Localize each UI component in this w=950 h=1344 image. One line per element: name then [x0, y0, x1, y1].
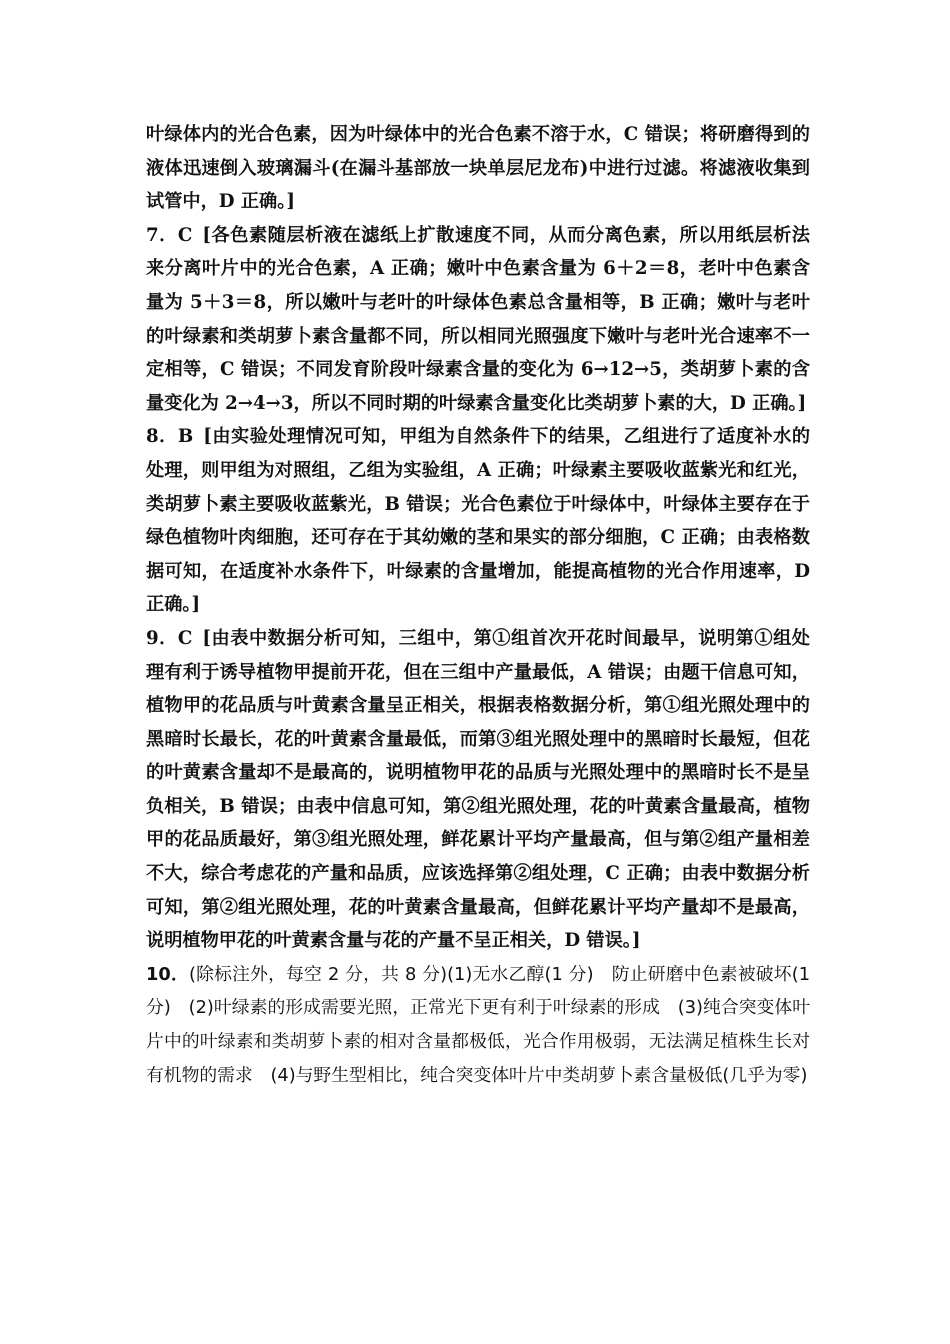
paragraph-text: 叶绿体内的光合色素，因为叶绿体中的光合色素不溶于水，C 错误；将研磨得到的液体迅速倒入玻璃漏斗(在漏斗基部放一块单层尼龙布)中进行过滤。将滤液收集到试管中，D 正确。] — [146, 124, 810, 213]
paragraph-text: [由表中数据分析可知，三组中，第①组首次开花时间最早，说明第①组处理有利于诱导植物甲提前开花，但在三组中产量最低，A 错误；由题干信息可知，植物甲的花品质与叶黄素含量呈正相关，根据表格数据分析，第①组光照处理中的黑暗时长最长，花的叶黄素含量最低，而第③组光照处理中的黑暗时长最短，但花的叶黄素含量却不是最高的，说明植物甲花的品质与光照处理中的黑暗时长不是呈负相关，B 错误；由表中信息可知，第②组光照处理，花的叶黄素含量最高，植物甲的花品质最好，第③组光照处理，鲜花累计平均产量最高，但与第②组产量相差不大，综合考虑花的产量和品质，应该选择第②组处理，C 正确；由表中数据分析可知，第②组光照处理，花的叶黄素含量最高，但鲜花累计平均产量却不是最高，说明植物甲花的叶黄素含量与花的产量不呈正相关，D 错误。] — [146, 627, 810, 952]
answer-number: 9．C — [146, 627, 193, 649]
answer-document — [146, 118, 810, 1092]
answer-7 — [146, 219, 810, 421]
answer-number: 10． — [146, 963, 189, 985]
answer-number: 8．B — [146, 426, 194, 448]
paragraph-text: (除标注外，每空 2 分，共 8 分)(1)无水乙醇(1 分) 防止研磨中色素被破坏(1 分) (2)叶绿素的形成需要光照，正常光下更有利于叶绿素的形成 (3)纯合突变体叶片中的叶绿素和类胡萝卜素的相对含量都极低，光合作用极弱，无法满足植株生长对有机物的需求 (4)与野生型相比，纯合突变体叶片中类胡萝卜素含量极低(几乎为零) — [146, 963, 811, 1086]
paragraph-text: [由实验处理情况可知，甲组为自然条件下的结果，乙组进行了适度补水的处理，则甲组为对照组，乙组为实验组，A 正确；叶绿素主要吸收蓝紫光和红光，类胡萝卜素主要吸收蓝紫光，B 错误；光合色素位于叶绿体中，叶绿体主要存在于绿色植物叶肉细胞，还可存在于其幼嫩的茎和果实的部分细胞，C 正确；由表格数据可知，在适度补水条件下，叶绿素的含量增加，能提高植物的光合作用速率，D 正确。] — [146, 426, 811, 616]
answer-6-continuation — [146, 118, 810, 219]
paragraph-text: [各色素随层析液在滤纸上扩散速度不同，从而分离色素，所以用纸层析法来分离叶片中的光合色素，A 正确；嫩叶中色素含量为 6＋2＝8，老叶中色素含量为 5＋3＝8，所以嫩叶与老叶的叶绿体色素总含量相等，B 正确；嫩叶与老叶的叶绿素和类胡萝卜素含量都不同，所以相同光照强度下嫩叶与老叶光合速率不一定相等，C 错误；不同发育阶段叶绿素含量的变化为 6→12→5，类胡萝卜素的含量变化为 2→4→3，所以不同时期的叶绿素含量变化比类胡萝卜素的大，D 正确。] — [146, 224, 810, 414]
answer-10 — [146, 958, 810, 1092]
answer-number: 7．C — [146, 224, 193, 246]
answer-9 — [146, 622, 810, 958]
answer-8 — [146, 420, 810, 622]
